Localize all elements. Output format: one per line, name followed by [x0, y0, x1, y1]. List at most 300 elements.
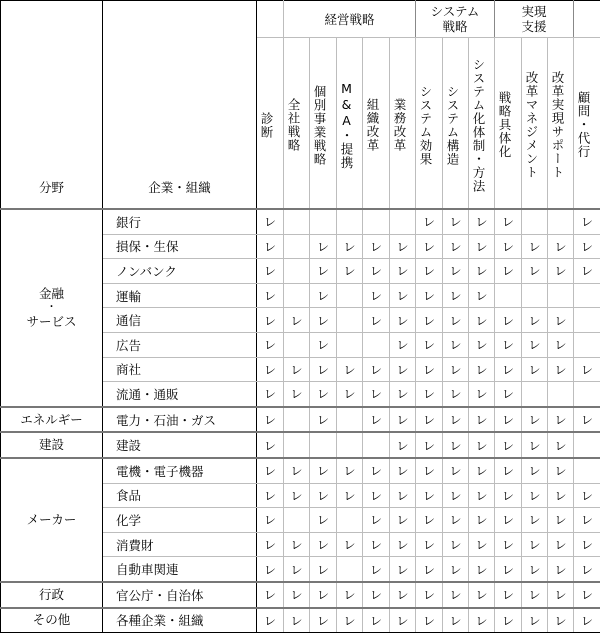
check-mark-icon: レ	[290, 487, 302, 504]
service-header-label: M&A・提携	[337, 38, 355, 208]
check-cell	[574, 458, 600, 483]
check-mark-icon: レ	[343, 536, 355, 553]
check-cell	[390, 508, 416, 533]
category-label: その他	[1, 611, 102, 629]
check-mark-icon: レ	[264, 312, 276, 329]
service-header-10	[522, 38, 548, 210]
check-cell	[363, 508, 390, 533]
check-mark-icon: レ	[581, 487, 593, 504]
check-cell	[469, 332, 495, 357]
check-mark-icon: レ	[449, 536, 461, 553]
check-mark-icon: レ	[396, 487, 408, 504]
check-mark-icon: レ	[317, 336, 329, 353]
service-header-3	[337, 38, 363, 210]
check-mark-icon: レ	[423, 312, 435, 329]
check-cell	[416, 382, 443, 407]
check-mark-icon: レ	[449, 385, 461, 402]
check-cell	[443, 432, 469, 458]
check-cell	[284, 259, 310, 284]
check-mark-icon: レ	[264, 437, 276, 454]
check-mark-icon: レ	[370, 361, 382, 378]
check-cell	[522, 532, 548, 557]
check-cell	[390, 458, 416, 483]
check-mark-icon: レ	[370, 612, 382, 629]
check-mark-icon: レ	[317, 561, 329, 578]
check-cell	[548, 582, 574, 608]
check-mark-icon: レ	[290, 536, 302, 553]
check-cell	[337, 209, 363, 234]
check-mark-icon: レ	[370, 586, 382, 603]
check-cell	[495, 407, 522, 433]
check-cell	[522, 458, 548, 483]
organization-cell: 広告	[103, 332, 257, 357]
check-cell	[574, 508, 600, 533]
check-mark-icon: レ	[396, 312, 408, 329]
service-header-label: 業務改革	[390, 38, 408, 208]
check-mark-icon: レ	[370, 238, 382, 255]
organization-cell: 各種企業・組織	[103, 608, 257, 633]
check-mark-icon: レ	[502, 411, 514, 428]
check-mark-icon: レ	[423, 586, 435, 603]
check-mark-icon: レ	[449, 361, 461, 378]
check-cell	[257, 382, 284, 407]
check-cell	[390, 432, 416, 458]
check-mark-icon: レ	[449, 287, 461, 304]
check-mark-icon: レ	[449, 238, 461, 255]
check-mark-icon: レ	[502, 462, 514, 479]
table-row	[1, 432, 600, 458]
check-cell	[416, 209, 443, 234]
check-cell	[443, 483, 469, 508]
check-mark-icon: レ	[476, 586, 488, 603]
check-mark-icon: レ	[343, 361, 355, 378]
check-cell	[390, 308, 416, 333]
check-cell	[443, 332, 469, 357]
check-cell	[495, 259, 522, 284]
check-mark-icon: レ	[396, 287, 408, 304]
check-cell	[390, 382, 416, 407]
service-header-label: 顧問・代行	[574, 38, 592, 208]
service-header-5	[390, 38, 416, 210]
check-mark-icon: レ	[423, 511, 435, 528]
check-cell	[310, 608, 337, 633]
check-cell	[522, 483, 548, 508]
check-cell	[495, 582, 522, 608]
check-cell	[416, 432, 443, 458]
check-mark-icon: レ	[264, 361, 276, 378]
check-cell	[337, 357, 363, 382]
check-mark-icon: レ	[343, 385, 355, 402]
check-mark-icon: レ	[343, 612, 355, 629]
check-mark-icon: レ	[555, 238, 567, 255]
check-mark-icon: レ	[529, 612, 541, 629]
check-cell	[390, 483, 416, 508]
service-header-8	[469, 38, 495, 210]
check-cell	[363, 357, 390, 382]
check-cell	[416, 508, 443, 533]
check-mark-icon: レ	[502, 561, 514, 578]
check-mark-icon: レ	[423, 262, 435, 279]
check-cell	[310, 283, 337, 308]
check-mark-icon: レ	[370, 385, 382, 402]
check-cell	[363, 407, 390, 433]
check-mark-icon: レ	[396, 262, 408, 279]
check-mark-icon: レ	[264, 536, 276, 553]
check-cell	[310, 308, 337, 333]
service-header-label: 改革マネジメント	[522, 38, 540, 208]
check-cell	[257, 234, 284, 259]
check-mark-icon: レ	[502, 487, 514, 504]
check-cell	[548, 557, 574, 582]
check-cell	[310, 259, 337, 284]
check-cell	[363, 259, 390, 284]
check-cell	[574, 357, 600, 382]
check-mark-icon: レ	[529, 536, 541, 553]
check-cell	[574, 332, 600, 357]
group-header-support-line2: 支援	[495, 19, 573, 34]
table-row	[1, 209, 600, 234]
check-mark-icon: レ	[555, 511, 567, 528]
check-cell	[416, 483, 443, 508]
check-cell	[416, 582, 443, 608]
check-cell	[337, 382, 363, 407]
check-mark-icon: レ	[449, 586, 461, 603]
category-cell	[1, 407, 103, 433]
matrix-body	[1, 209, 600, 633]
check-mark-icon: レ	[343, 586, 355, 603]
organization-cell: 電力・石油・ガス	[103, 407, 257, 433]
check-cell	[548, 483, 574, 508]
service-header-label: システム構造	[443, 38, 461, 208]
check-cell	[257, 332, 284, 357]
check-cell	[310, 407, 337, 433]
check-mark-icon: レ	[370, 411, 382, 428]
check-mark-icon: レ	[555, 487, 567, 504]
check-mark-icon: レ	[476, 561, 488, 578]
check-mark-icon: レ	[529, 411, 541, 428]
check-mark-icon: レ	[423, 238, 435, 255]
check-mark-icon: レ	[476, 213, 488, 230]
check-mark-icon: レ	[264, 462, 276, 479]
service-header-label: 戦略具体化	[495, 38, 513, 208]
check-cell	[522, 283, 548, 308]
check-cell	[574, 582, 600, 608]
check-cell	[416, 557, 443, 582]
check-mark-icon: レ	[264, 511, 276, 528]
check-mark-icon: レ	[423, 437, 435, 454]
check-cell	[522, 407, 548, 433]
check-mark-icon: レ	[581, 238, 593, 255]
category-label: ・	[1, 303, 102, 313]
check-mark-icon: レ	[555, 462, 567, 479]
check-cell	[284, 308, 310, 333]
check-cell	[310, 332, 337, 357]
check-mark-icon: レ	[396, 511, 408, 528]
check-cell	[284, 234, 310, 259]
check-cell	[548, 432, 574, 458]
check-cell	[574, 608, 600, 633]
check-cell	[416, 357, 443, 382]
check-mark-icon: レ	[370, 561, 382, 578]
check-cell	[548, 357, 574, 382]
check-cell	[337, 283, 363, 308]
check-cell	[284, 407, 310, 433]
check-mark-icon: レ	[370, 312, 382, 329]
group-header-implementation-support	[495, 1, 574, 38]
check-mark-icon: レ	[555, 262, 567, 279]
check-cell	[257, 508, 284, 533]
check-mark-icon: レ	[476, 385, 488, 402]
check-cell	[495, 283, 522, 308]
check-cell	[310, 382, 337, 407]
check-cell	[469, 608, 495, 633]
check-mark-icon: レ	[555, 411, 567, 428]
check-cell	[443, 608, 469, 633]
check-cell	[284, 608, 310, 633]
check-cell	[257, 458, 284, 483]
check-cell	[574, 557, 600, 582]
check-mark-icon: レ	[449, 487, 461, 504]
check-cell	[363, 209, 390, 234]
check-cell	[337, 532, 363, 557]
check-mark-icon: レ	[317, 361, 329, 378]
category-label: エネルギー	[1, 411, 102, 429]
check-cell	[416, 259, 443, 284]
check-cell	[337, 407, 363, 433]
check-cell	[469, 508, 495, 533]
service-header-label: 個別事業戦略	[310, 38, 328, 208]
check-mark-icon: レ	[529, 262, 541, 279]
check-mark-icon: レ	[502, 238, 514, 255]
check-cell	[416, 332, 443, 357]
service-header-label: 組織改革	[363, 38, 381, 208]
check-cell	[390, 332, 416, 357]
service-header-0	[257, 38, 284, 210]
organization-cell: 建設	[103, 432, 257, 458]
check-mark-icon: レ	[423, 336, 435, 353]
check-mark-icon: レ	[264, 213, 276, 230]
check-cell	[363, 532, 390, 557]
check-cell	[310, 458, 337, 483]
check-mark-icon: レ	[343, 262, 355, 279]
check-cell	[495, 234, 522, 259]
check-cell	[257, 308, 284, 333]
check-cell	[443, 582, 469, 608]
organization-cell: 通信	[103, 308, 257, 333]
check-cell	[390, 582, 416, 608]
check-mark-icon: レ	[555, 437, 567, 454]
check-cell	[310, 483, 337, 508]
check-mark-icon: レ	[396, 612, 408, 629]
check-cell	[548, 308, 574, 333]
check-cell	[337, 608, 363, 633]
check-mark-icon: レ	[581, 511, 593, 528]
check-cell	[548, 407, 574, 433]
check-cell	[469, 283, 495, 308]
check-mark-icon: レ	[264, 238, 276, 255]
check-mark-icon: レ	[317, 586, 329, 603]
check-mark-icon: レ	[449, 511, 461, 528]
check-cell	[310, 582, 337, 608]
check-cell	[310, 357, 337, 382]
check-cell	[443, 234, 469, 259]
check-mark-icon: レ	[396, 561, 408, 578]
check-cell	[443, 259, 469, 284]
organization-cell: ノンバンク	[103, 259, 257, 284]
check-cell	[522, 308, 548, 333]
check-cell	[469, 308, 495, 333]
service-header-label: システム効果	[416, 38, 434, 208]
check-mark-icon: レ	[290, 586, 302, 603]
check-cell	[548, 234, 574, 259]
check-mark-icon: レ	[476, 511, 488, 528]
check-mark-icon: レ	[502, 437, 514, 454]
check-mark-icon: レ	[264, 411, 276, 428]
check-cell	[469, 458, 495, 483]
check-mark-icon: レ	[396, 238, 408, 255]
check-mark-icon: レ	[502, 536, 514, 553]
header-group-row	[1, 1, 600, 38]
check-cell	[548, 382, 574, 407]
check-cell	[443, 382, 469, 407]
check-mark-icon: レ	[317, 511, 329, 528]
check-mark-icon: レ	[290, 361, 302, 378]
check-mark-icon: レ	[581, 262, 593, 279]
check-cell	[522, 432, 548, 458]
check-mark-icon: レ	[581, 586, 593, 603]
check-cell	[495, 308, 522, 333]
check-mark-icon: レ	[423, 411, 435, 428]
check-mark-icon: レ	[396, 536, 408, 553]
check-mark-icon: レ	[317, 262, 329, 279]
check-mark-icon: レ	[396, 411, 408, 428]
check-mark-icon: レ	[370, 536, 382, 553]
check-cell	[416, 532, 443, 557]
check-cell	[574, 308, 600, 333]
organization-cell: 食品	[103, 483, 257, 508]
group-header-blank-diagnosis	[257, 1, 284, 38]
check-mark-icon: レ	[396, 462, 408, 479]
check-cell	[443, 209, 469, 234]
check-cell	[257, 557, 284, 582]
service-header-label: 診断	[257, 38, 275, 208]
organization-cell: 消費財	[103, 532, 257, 557]
check-cell	[310, 508, 337, 533]
check-cell	[469, 259, 495, 284]
check-cell	[522, 508, 548, 533]
service-header-label: 改革実現サポート	[548, 38, 566, 208]
check-mark-icon: レ	[529, 561, 541, 578]
category-label: サービス	[1, 313, 102, 331]
check-cell	[284, 357, 310, 382]
check-mark-icon: レ	[529, 437, 541, 454]
check-mark-icon: レ	[370, 487, 382, 504]
check-mark-icon: レ	[264, 612, 276, 629]
check-cell	[337, 332, 363, 357]
check-cell	[363, 458, 390, 483]
check-cell	[257, 608, 284, 633]
check-cell	[443, 508, 469, 533]
check-cell	[337, 259, 363, 284]
organization-cell: 官公庁・自治体	[103, 582, 257, 608]
table-row	[1, 458, 600, 483]
check-cell	[522, 382, 548, 407]
check-cell	[574, 382, 600, 407]
check-mark-icon: レ	[290, 462, 302, 479]
check-cell	[495, 483, 522, 508]
check-mark-icon: レ	[502, 262, 514, 279]
check-cell	[257, 357, 284, 382]
check-mark-icon: レ	[476, 487, 488, 504]
check-mark-icon: レ	[529, 238, 541, 255]
check-cell	[337, 432, 363, 458]
check-cell	[284, 209, 310, 234]
check-cell	[284, 582, 310, 608]
group-header-blank-advisory	[574, 1, 600, 38]
check-cell	[310, 234, 337, 259]
check-cell	[284, 458, 310, 483]
check-mark-icon: レ	[370, 511, 382, 528]
check-cell	[390, 283, 416, 308]
check-mark-icon: レ	[449, 561, 461, 578]
check-mark-icon: レ	[476, 287, 488, 304]
check-cell	[390, 532, 416, 557]
table-row	[1, 608, 600, 633]
check-cell	[390, 357, 416, 382]
check-mark-icon: レ	[396, 361, 408, 378]
check-cell	[284, 283, 310, 308]
check-cell	[257, 283, 284, 308]
check-mark-icon: レ	[423, 561, 435, 578]
category-label: 建設	[1, 436, 102, 454]
check-mark-icon: レ	[581, 361, 593, 378]
check-cell	[443, 532, 469, 557]
check-cell	[469, 407, 495, 433]
check-cell	[390, 608, 416, 633]
check-mark-icon: レ	[423, 213, 435, 230]
check-mark-icon: レ	[396, 437, 408, 454]
check-cell	[522, 582, 548, 608]
check-mark-icon: レ	[476, 238, 488, 255]
check-mark-icon: レ	[264, 561, 276, 578]
check-mark-icon: レ	[502, 312, 514, 329]
organization-cell: 商社	[103, 357, 257, 382]
check-cell	[310, 532, 337, 557]
check-cell	[257, 209, 284, 234]
check-cell	[574, 432, 600, 458]
check-cell	[310, 432, 337, 458]
column-header-field: 分野	[1, 1, 103, 210]
check-mark-icon: レ	[264, 336, 276, 353]
check-cell	[257, 407, 284, 433]
check-mark-icon: レ	[317, 385, 329, 402]
check-mark-icon: レ	[476, 361, 488, 378]
check-mark-icon: レ	[317, 536, 329, 553]
check-cell	[495, 332, 522, 357]
check-cell	[469, 557, 495, 582]
check-cell	[363, 308, 390, 333]
check-cell	[574, 234, 600, 259]
check-mark-icon: レ	[581, 561, 593, 578]
check-cell	[257, 259, 284, 284]
category-cell	[1, 209, 103, 407]
check-cell	[390, 407, 416, 433]
check-mark-icon: レ	[476, 262, 488, 279]
check-mark-icon: レ	[476, 612, 488, 629]
check-cell	[522, 557, 548, 582]
check-cell	[337, 458, 363, 483]
check-cell	[574, 259, 600, 284]
